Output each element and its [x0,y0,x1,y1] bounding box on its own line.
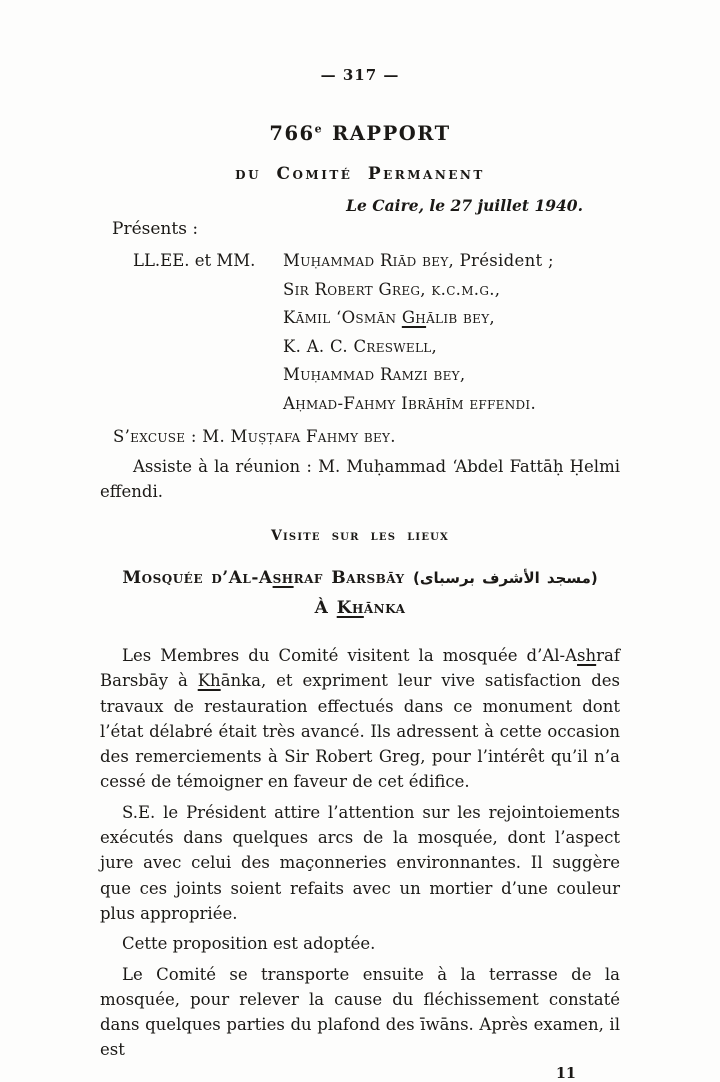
report-subtitle: du Comité Permanent [235,164,485,184]
attendee-row [133,247,620,276]
attendee-row [133,333,620,362]
attendee-row [133,390,620,419]
report-number-ordinal: e [314,122,324,136]
dateline: Le Caire, le 27 juillet 1940. [346,196,583,215]
attendee-list-prefix-spacer [133,390,283,419]
attendee-list-prefix-spacer [133,304,283,333]
attendee-list-prefix-spacer [133,276,283,305]
paragraph-visit: Les Membres du Comité visitent la mosquée d’Al-Ashraf Barsbāy à Khānka, et expriment leur vive satisfaction des travaux de restauration effectués dans ce monument dont l’état délabré était très avancé. Ils adressent à cette occasion des remerciements à Sir Robert Greg, pour l’intérêt qu’il n’a cessé de témoigner en faveur de cet édifice. [100,646,620,792]
signature-mark: 11 [555,1064,576,1082]
attendee-row [133,276,620,305]
presents-label: Présents : [112,219,199,239]
attendee-name: Muḥammad Riād bey, Président ; [283,251,554,270]
attendee-name: Muḥammad Ramzi bey, [283,365,466,384]
mosque-heading-line2: À Khānka [314,598,406,618]
paragraph-terrasse: Le Comité se transporte ensuite à la terrasse de la mosquée, pour relever la cause du fléchissement constaté dans quelques parties du plafond des īwāns. Après examen, il est [100,964,620,1060]
section-heading-visite: Visite sur les lieux [270,528,450,544]
excuse-line: S’excuse : M. Muṣṭafa Fahmy bey. [113,427,396,446]
attendee-name: Sir Robert Greg, k.c.m.g., [283,279,501,299]
attendee-name: K. A. C. Creswell, [283,336,438,356]
attendee-list-prefix: LL.EE. et MM. [133,251,256,270]
paragraph-proposition: Cette proposition est adoptée. [122,934,376,954]
page-number-header: — 317 — [320,66,400,84]
mosque-heading [100,563,620,623]
attendee-name: Kāmil ‘Osmān Ghālib bey, [283,308,495,327]
report-title [100,122,620,145]
assiste-line: Assiste à la réunion : M. Muḥammad ‘Abdel Fattāḥ Ḥelmi effendi. [100,457,620,501]
attendee-name: Aḥmad-Fahmy Ibrāhīm effendi. [283,393,537,413]
mosque-heading-line1: Mosquée d’Al-Ashraf Barsbāy (مسجد الأشرف برسباى) [122,568,598,588]
attendee-row [133,304,620,333]
report-title-word: RAPPORT [332,122,451,145]
attendee-row [133,361,620,390]
report-number: 766 [269,122,315,145]
attendee-list [100,247,620,418]
attendee-list-prefix-spacer [133,333,283,362]
paragraph-president-remark: S.E. le Président attire l’attention sur les rejointoiements exécutés dans quelques arcs de la mosquée, dont l’aspect jure avec celui des maçonneries environnantes. Il suggère que ces joints soient refaits avec un mortier d’une couleur plus appropriée. [100,802,620,923]
attendee-list-prefix-spacer [133,361,283,390]
